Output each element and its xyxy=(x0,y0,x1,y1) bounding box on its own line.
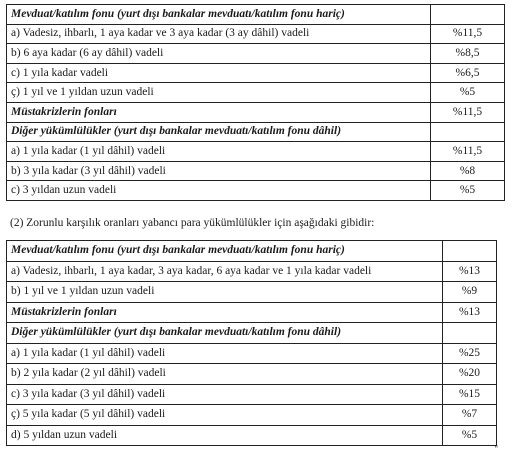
reserve-rate-cell: %11,5 xyxy=(431,102,505,122)
maturity-label-cell: ç) 5 yıla kadar (5 yıl dâhil) vadeli xyxy=(7,405,443,426)
reserve-rate-cell: %13 xyxy=(443,261,497,282)
section-heading-cell: Mevduat/katılım fonu (yurt dışı bankalar mevduatı/katılım fonu hariç) xyxy=(7,5,431,25)
reserve-rates-table-fx-body xyxy=(7,241,497,446)
maturity-label-cell: c) 3 yıldan uzun vadeli xyxy=(7,181,431,201)
maturity-label-cell: a) Vadesiz, ihbarlı, 1 aya kadar, 3 aya kadar, 6 aya kadar ve 1 yıla kadar vadeli xyxy=(7,261,443,282)
table-row xyxy=(7,181,505,201)
reserve-rate-cell: %20 xyxy=(443,364,497,385)
table-section-row xyxy=(7,323,497,344)
maturity-label-cell: b) 3 yıla kadar (3 yıl dâhil) vadeli xyxy=(7,161,431,181)
reserve-rate-cell: %9 xyxy=(443,282,497,303)
fx-intro-paragraph: (2) Zorunlu karşılık oranları yabancı para yükümlülükler için aşağıdaki gibidir: xyxy=(10,217,375,229)
section-heading-cell: Müstakrizlerin fonları xyxy=(7,302,443,323)
reserve-rate-cell: %11,5 xyxy=(431,24,505,44)
table-row xyxy=(7,405,497,426)
reserve-rate-cell xyxy=(431,5,505,25)
table-row xyxy=(7,83,505,103)
table-section-row xyxy=(7,241,497,262)
reserve-rate-cell: %6,5 xyxy=(431,63,505,83)
table-row xyxy=(7,343,497,364)
table-section-row xyxy=(7,102,505,122)
reserve-rate-cell: %8 xyxy=(431,161,505,181)
reserve-rate-cell: %5 xyxy=(431,83,505,103)
reserve-rate-cell: %13 xyxy=(443,302,497,323)
reserve-rates-table-fx xyxy=(6,240,497,446)
table-row xyxy=(7,384,497,405)
reserve-rate-cell xyxy=(443,241,497,262)
maturity-label-cell: d) 5 yıldan uzun vadeli xyxy=(7,425,443,446)
reserve-rate-cell: %15 xyxy=(443,384,497,405)
table-section-row xyxy=(7,122,505,142)
table-row xyxy=(7,261,497,282)
table-row xyxy=(7,44,505,64)
table-section-row xyxy=(7,5,505,25)
maturity-label-cell: ç) 1 yıl ve 1 yıldan uzun vadeli xyxy=(7,83,431,103)
table-row xyxy=(7,161,505,181)
reserve-rate-cell: %25 xyxy=(443,343,497,364)
section-heading-cell: Müstakrizlerin fonları xyxy=(7,102,431,122)
reserve-rate-cell: %11,5 xyxy=(431,142,505,162)
table-row xyxy=(7,63,505,83)
section-heading-cell: Mevduat/katılım fonu (yurt dışı bankalar mevduatı/katılım fonu hariç) xyxy=(7,241,443,262)
reserve-rate-cell: %5 xyxy=(431,181,505,201)
table-section-row xyxy=(7,302,497,323)
reserve-rate-cell xyxy=(443,323,497,344)
reserve-rate-cell: %7 xyxy=(443,405,497,426)
maturity-label-cell: b) 2 yıla kadar (2 yıl dâhil) vadeli xyxy=(7,364,443,385)
maturity-label-cell: a) Vadesiz, ihbarlı, 1 aya kadar ve 3 aya kadar (3 ay dâhil) vadeli xyxy=(7,24,431,44)
reserve-rates-table-tl-body xyxy=(7,5,505,201)
maturity-label-cell: a) 1 yıla kadar (1 yıl dâhil) vadeli xyxy=(7,343,443,364)
reserve-rate-cell: %5 xyxy=(443,425,497,446)
reserve-rate-cell: %8,5 xyxy=(431,44,505,64)
reserve-rate-cell xyxy=(431,122,505,142)
maturity-label-cell: c) 3 yıla kadar (3 yıl dâhil) vadeli xyxy=(7,384,443,405)
maturity-label-cell: c) 1 yıla kadar vadeli xyxy=(7,63,431,83)
table-row xyxy=(7,282,497,303)
section-heading-cell: Diğer yükümlülükler (yurt dışı bankalar mevduatı/katılım fonu dâhil) xyxy=(7,122,431,142)
maturity-label-cell: b) 1 yıl ve 1 yıldan uzun vadeli xyxy=(7,282,443,303)
reserve-rates-table-tl xyxy=(6,4,505,201)
table-row xyxy=(7,364,497,385)
table-row xyxy=(7,142,505,162)
table-row xyxy=(7,425,497,446)
maturity-label-cell: b) 6 aya kadar (6 ay dâhil) vadeli xyxy=(7,44,431,64)
table-row xyxy=(7,24,505,44)
maturity-label-cell: a) 1 yıla kadar (1 yıl dâhil) vadeli xyxy=(7,142,431,162)
section-heading-cell: Diğer yükümlülükler (yurt dışı bankalar mevduatı/katılım fonu dâhil) xyxy=(7,323,443,344)
page-mark: " xyxy=(494,444,498,454)
